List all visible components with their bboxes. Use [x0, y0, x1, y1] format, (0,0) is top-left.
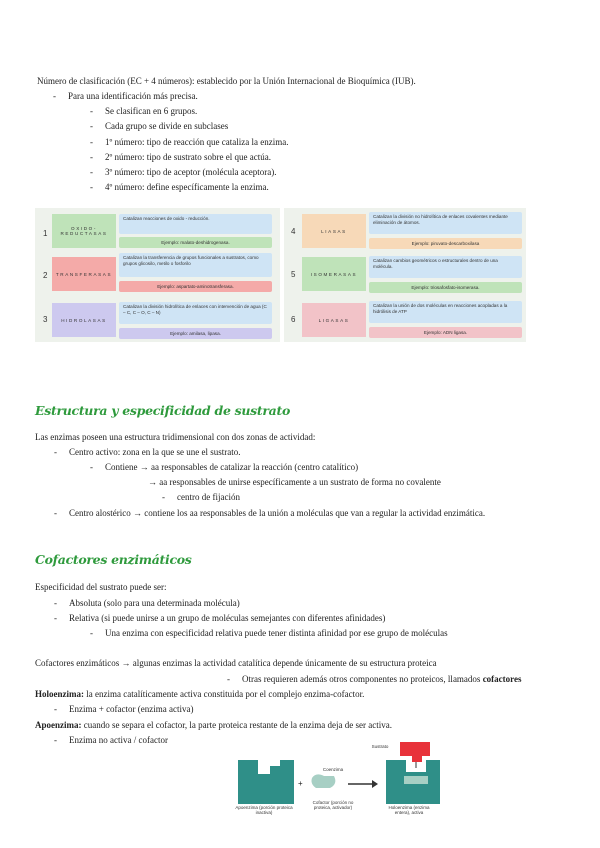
fixation-center-line: - centro de fijación	[162, 492, 240, 502]
contains-line: - Contiene → aa responsables de catalizar la reacción (centro catalítico)	[90, 462, 359, 472]
apoenzyme-term: Apoenzima:	[35, 720, 82, 730]
substrate-shape	[400, 742, 430, 762]
class-number: 6	[291, 315, 296, 324]
structure-intro: Las enzimas poseen una estructura tridimensional con dos zonas de actividad:	[35, 432, 316, 442]
class-number: 2	[43, 271, 48, 280]
coenzyme-title: Coenzima	[322, 767, 344, 772]
class-name-liasas: LIASAS	[302, 214, 366, 248]
sub-bullet-1: - Se clasifican en 6 grupos.	[90, 106, 198, 116]
class-description: Catalizan la división hidrolítica de enlaces con intervención de agua (C – C, C – O, C – N)	[119, 302, 272, 324]
sub-bullet-5: - 3º número: tipo de aceptor (molécula aceptora).	[90, 167, 277, 177]
class-example: Ejemplo: triosafosfato-isomerasa.	[369, 282, 522, 293]
sub-bullet-4: - 2º número: tipo de sustrato sobre el que actúa.	[90, 152, 271, 162]
apoenzyme-shape	[238, 760, 294, 804]
cofactor-shape	[312, 774, 336, 788]
class-example: Ejemplo: ADN ligasa.	[369, 327, 522, 338]
cofactor-diagram-graphic	[230, 738, 450, 838]
holoenzyme-cofactor	[404, 776, 428, 784]
class-description: Catalizan cambios geométricos o estructurales dentro de una molécula.	[369, 256, 522, 278]
bullet-precise-text: Para una identificación más precisa.	[68, 91, 198, 101]
sub-bullet-6: - 4º número: define específicamente la enzima.	[90, 182, 269, 192]
sub-bullet-3: - 1º número: tipo de reacción que cataliza la enzima.	[90, 137, 289, 147]
section-heading-cofactors: Cofactores enzimáticos	[35, 552, 192, 567]
class-example: Ejemplo: aspartato-aminotransferasa.	[119, 281, 272, 292]
class-name-hidrolasas: HIDROLASAS	[52, 303, 116, 337]
holoenzyme-term: Holoenzima:	[35, 689, 84, 699]
class-name-oxidoreductasas: OXIDO- REDUCTASAS	[52, 214, 116, 248]
bullet-precise	[53, 90, 198, 102]
class-name-transferasas: TRANSFERASAS	[52, 257, 116, 291]
class-description: Catalizan la transferencia de grupos funcionales a sustratos, como grupos glicosilo, metilo o fosforilo	[119, 253, 272, 277]
class-number: 4	[291, 227, 296, 236]
class-example: Ejemplo: piruvato-descarboxilasa	[369, 238, 522, 249]
holoenzyme-label: Holoenzima (enzima entera), activa	[388, 805, 430, 816]
class-example: Ejemplo: amilasa, lipasa.	[119, 328, 272, 339]
class-name-isomerasas: ISOMERASAS	[302, 257, 366, 291]
ec-number-intro: Número de clasificación (EC + 4 números): establecido por la Unión Internacional de Bioquímica (IUB).	[37, 76, 416, 86]
allosteric-center-line: - Centro alostérico → contiene los aa responsables de la unión a moléculas que van a regular la actividad enzimática.	[54, 508, 486, 518]
specificity-relative-note: - Una enzima con especificidad relativa puede tener distinta afinidad por ese grupo de moléculas	[90, 628, 448, 638]
class-number: 3	[43, 315, 48, 324]
plus-sign: +	[298, 779, 303, 788]
holoenzyme-line: Holoenzima: la enzima catalíticamente activa constituida por el complejo enzima-cofactor.	[35, 689, 365, 699]
apoenzyme-line: Apoenzima: cuando se separa el cofactor, la parte proteica restante de la enzima deja de ser activa.	[35, 720, 392, 730]
apoenzyme-sub: - Enzima no activa / cofactor	[54, 735, 168, 745]
class-name-ligasas: LIGASAS	[302, 303, 366, 337]
cofactor-label: Cofactor (porción no proteica, activador)	[312, 800, 354, 811]
holoenzyme-sub: - Enzima + cofactor (enzima activa)	[54, 704, 194, 714]
sub-bullet-2: - Cada grupo se divide en subclases	[90, 121, 229, 131]
substrate-label: Sustrato	[371, 744, 389, 749]
binding-line: → aa responsables de unirse específicamente a un sustrato de forma no covalente	[148, 477, 441, 487]
cofactors-line-2: - Otras requieren además otros componentes no proteicos, llamados cofactores	[227, 674, 522, 684]
specificity-relative: - Relativa (si puede unirse a un grupo de moléculas semejantes con diferentes afinidades)	[54, 613, 386, 623]
reaction-arrow-head	[372, 780, 378, 788]
class-description: Catalizan la división no hidrolítica de enlaces covalentes mediante eliminación de átomos.	[369, 212, 522, 234]
cofactores-term: cofactores	[482, 674, 522, 684]
class-number: 1	[43, 229, 48, 238]
cofactors-line: Cofactores enzimáticos → algunas enzimas la actividad catalítica depende únicamente de su estructura proteica	[35, 658, 437, 668]
class-description: Catalizan la unión de dos moléculas en reacciones acopladas a la hidrólisis de ATP	[369, 301, 522, 323]
apoenzyme-label: Apoenzima (porción proteica inactiva)	[235, 805, 293, 816]
specificity-title: Especificidad del sustrato puede ser:	[35, 582, 167, 592]
active-center-line: - Centro activo: zona en la que se une el sustrato.	[54, 447, 241, 457]
dash: -	[53, 91, 56, 101]
class-description: Catalizan reacciones de oxido - reducción.	[119, 214, 272, 234]
class-example: Ejemplo: malato-deshidrogenasa.	[119, 237, 272, 248]
class-number: 5	[291, 270, 296, 279]
specificity-absolute: - Absoluta (solo para una determinada molécula)	[54, 598, 240, 608]
section-heading-structure: Estructura y especificidad de sustrato	[35, 403, 290, 418]
